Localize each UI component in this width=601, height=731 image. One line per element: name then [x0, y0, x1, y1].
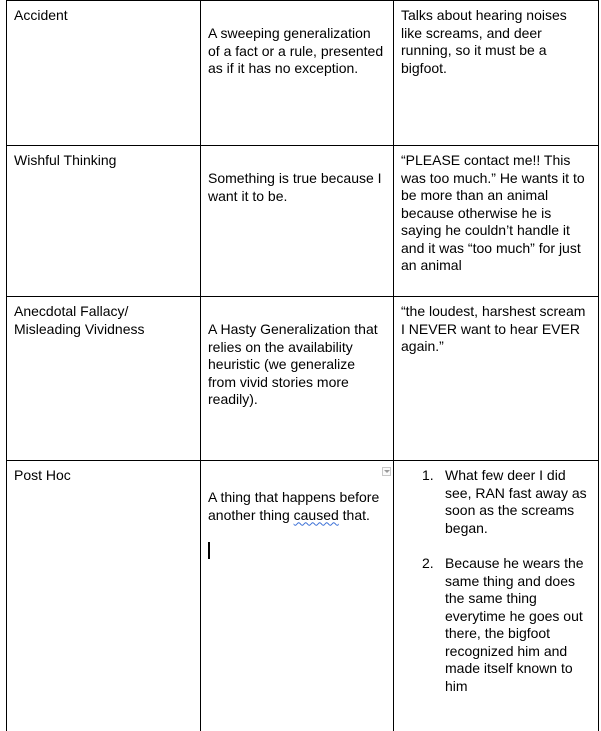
definition-text-end: that.: [343, 507, 370, 523]
term-text: Wishful Thinking: [14, 152, 116, 168]
table-row: [7, 1, 599, 146]
definition-cell[interactable]: [201, 146, 394, 297]
definition-cell[interactable]: [201, 461, 394, 731]
list-number: 1.: [422, 467, 434, 485]
example-cell[interactable]: [394, 1, 599, 146]
example-cell[interactable]: [394, 461, 599, 731]
definition-cell[interactable]: [201, 297, 394, 461]
definition-text: A Hasty Generalization that relies on the availability heuristic (we generalize from vivid stories more readily).: [208, 321, 378, 407]
example-text: Talks about hearing noises like screams, and deer running, so it must be a bigfoot.: [401, 7, 567, 76]
example-cell[interactable]: [394, 146, 599, 297]
term-text: Anecdotal Fallacy/ Misleading Vividness: [14, 303, 144, 337]
definition-text: Something is true because I want it to be.: [208, 170, 382, 204]
term-cell[interactable]: [7, 461, 201, 731]
table-row: [7, 146, 599, 297]
list-item-text: What few deer I did see, RAN fast away as soon as the screams began.: [445, 467, 587, 536]
example-text: “the loudest, harshest scream I NEVER want to hear EVER again.”: [401, 303, 585, 354]
example-text: “PLEASE contact me!! This was too much.” He wants it to be more than an animal because otherwise he is saying he couldn’t handle it and it was “too much” for just an animal: [401, 152, 585, 273]
example-cell[interactable]: [394, 297, 599, 461]
term-cell[interactable]: [7, 297, 201, 461]
term-text: Accident: [14, 7, 68, 23]
term-cell[interactable]: [7, 1, 201, 146]
list-item-text: Because he wears the same thing and does the same thing everytime he goes out there, the bigfoot recognized him and made itself known to him: [445, 555, 584, 694]
table-row: [7, 461, 599, 731]
table-row: [7, 297, 599, 461]
list-item: [445, 467, 591, 537]
example-list: [401, 467, 591, 695]
cell-dropdown-icon[interactable]: [382, 467, 391, 476]
spellcheck-underlined-word: caused: [294, 507, 339, 523]
definition-text: A thing that happens before another thing: [208, 489, 379, 523]
definition-cell[interactable]: [201, 1, 394, 146]
fallacy-table: [6, 0, 599, 731]
definition-text: A sweeping generalization of a fact or a rule, presented as if it has no exception.: [208, 25, 383, 76]
text-cursor: [208, 542, 210, 559]
term-text: Post Hoc: [14, 467, 71, 483]
list-number: 2.: [422, 555, 434, 573]
term-cell[interactable]: [7, 146, 201, 297]
list-item: [445, 555, 591, 695]
